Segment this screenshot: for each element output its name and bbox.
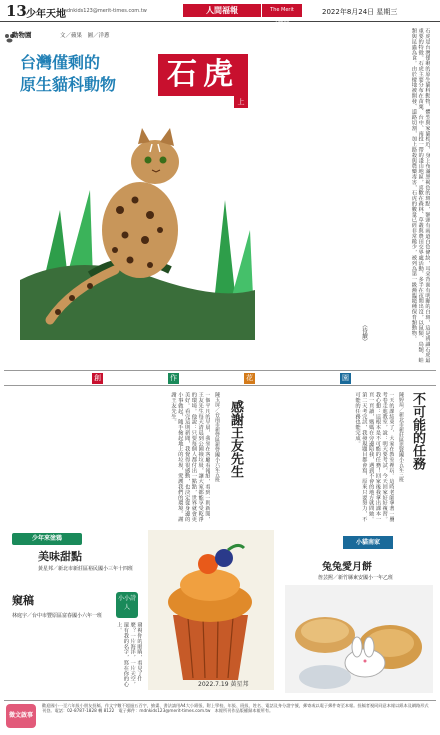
page-number: 13 bbox=[6, 2, 27, 20]
mooncake-title: 兔兔愛月餅 bbox=[322, 562, 372, 573]
story1-body: 一天的課結束了，大家在教室裡玩。這時老師拿著一疊考卷走進教室，說：明天要考試，今天回家好好複習。我心想：這根本是不可能的任務！回家後我拿出課本一頁一頁讀，媽媽在旁邊陪我，遇到不會的地方就問她。第二天考完試，我發現題目都會寫，原來只要努力，不可能的任務也能完成。 bbox=[354, 392, 394, 522]
issue-date: 2022年8月24日 星期三 bbox=[322, 8, 398, 16]
poem-tag: 小小詩人 bbox=[116, 592, 138, 618]
kids-corner-tag: 少年來塗鴉 bbox=[12, 533, 82, 545]
poem-byline: 林庭宇／台中市豐原區富春國小六年一班 bbox=[12, 613, 103, 619]
leopard-cat-illustration bbox=[20, 100, 255, 340]
banner-char-1: 創 bbox=[94, 374, 101, 382]
mooncake-byline: 詹芸熙／新竹縣東安國小一年乙班 bbox=[318, 575, 394, 581]
poem-title: 窺稿 bbox=[12, 594, 34, 607]
story1-title: 不可能的任務 bbox=[410, 392, 425, 470]
story2-body: 一個平凡的早晨，我坐在客廳看報紙，看到一則新聞，王友先生每天清晨到公園撿垃圾，讓大家都能享受乾淨的環境。他說：只要每個人都付出一點點，世界就會更美好。看完這則新聞，我覺得很感動，也決定從身邊的小事做起，隨手撿起地上的垃圾，愛護我們的環境。謝謝王友先生。 bbox=[170, 392, 210, 522]
right-corner-tag: 小貓南家 bbox=[343, 536, 393, 549]
masthead-en: The Merit Times bbox=[262, 4, 302, 17]
part-tag: 上 bbox=[234, 96, 248, 108]
submission-badge: 徵文啟事 bbox=[6, 704, 36, 728]
banner-char-4: 園 bbox=[342, 374, 349, 382]
cake-signature: 2022.7.19 黃星邦 bbox=[198, 681, 249, 688]
continued-label: （待續） bbox=[361, 322, 367, 344]
story2-byline: 陳玉屏／台南市新營區新營國小六年五班 bbox=[214, 392, 220, 482]
poem-body: 窺視你的眼睛，看見了什麼？一片海洋，一片天空，還有我的名字，寫在你的心上。 bbox=[115, 622, 142, 687]
banner-char-3: 花 bbox=[246, 374, 253, 382]
section-url: mdnkids123@merit-times.com.tw bbox=[62, 8, 147, 14]
masthead-logo: 人間福報 bbox=[183, 4, 261, 17]
feature-byline: 文／蘋果 圖／洋蔥 bbox=[60, 33, 110, 39]
drawing-byline: 黃星邦／新北市新莊區裕民國小三年十四班 bbox=[38, 566, 134, 572]
cupcake-drawing bbox=[148, 530, 274, 690]
column-label: 動物園 bbox=[12, 31, 32, 39]
feature-big-title: 石虎 bbox=[158, 54, 248, 96]
banner-char-2: 作 bbox=[170, 374, 177, 382]
story1-byline: 陳婷瑄／新北市新莊區思賢國小五年三班 bbox=[398, 392, 404, 482]
story2-title: 感謝王友先生 bbox=[228, 400, 243, 478]
submission-notice: 歡迎國小一至六年級小朋友投稿，作文字數不超過五百字，繪畫、書法請用A4大小紙張，附上學校、年級、班級、姓名、電話及身分證字號，郵寄或以電子郵件寄至本報。投稿者視同同意本報以紙本及網路形式刊登。電話：02-8787-1828 轉 8122 電子郵件：mdnkids123@merit-times.com.tw 本報所刊作品版權歸本報所有。 bbox=[42, 703, 429, 714]
mooncake-photo bbox=[285, 585, 433, 693]
drawing-title: 美味甜點 bbox=[38, 550, 82, 563]
section-name: 少年天地 bbox=[26, 9, 66, 20]
section-banner bbox=[4, 370, 436, 386]
feature-title-line1: 台灣僅剩的 bbox=[20, 53, 101, 72]
feature-title-line2: 原生貓科動物 bbox=[20, 75, 117, 94]
feature-body: 石虎是台灣僅剩的原生貓科動物，體型與家貓相近，身上布滿黑褐色的斑點，額頭有兩道白色條紋，耳朵背面有明顯的白斑，這是辨識石虎最重要的特徵。石虎主要分布在苗栗、台中、南投一帶的淺山地區，喜歡在森林、草叢與農田交界處活動，多半在夜間出沒，以鼠類、鳥類、蛙類與昆蟲為食。由於棲地被開發、道路切割，加上路殺與農藥毒害，石虎的數量已經非常稀少，被列為第一級瀕臨絕種保育類動物。 bbox=[410, 28, 430, 363]
